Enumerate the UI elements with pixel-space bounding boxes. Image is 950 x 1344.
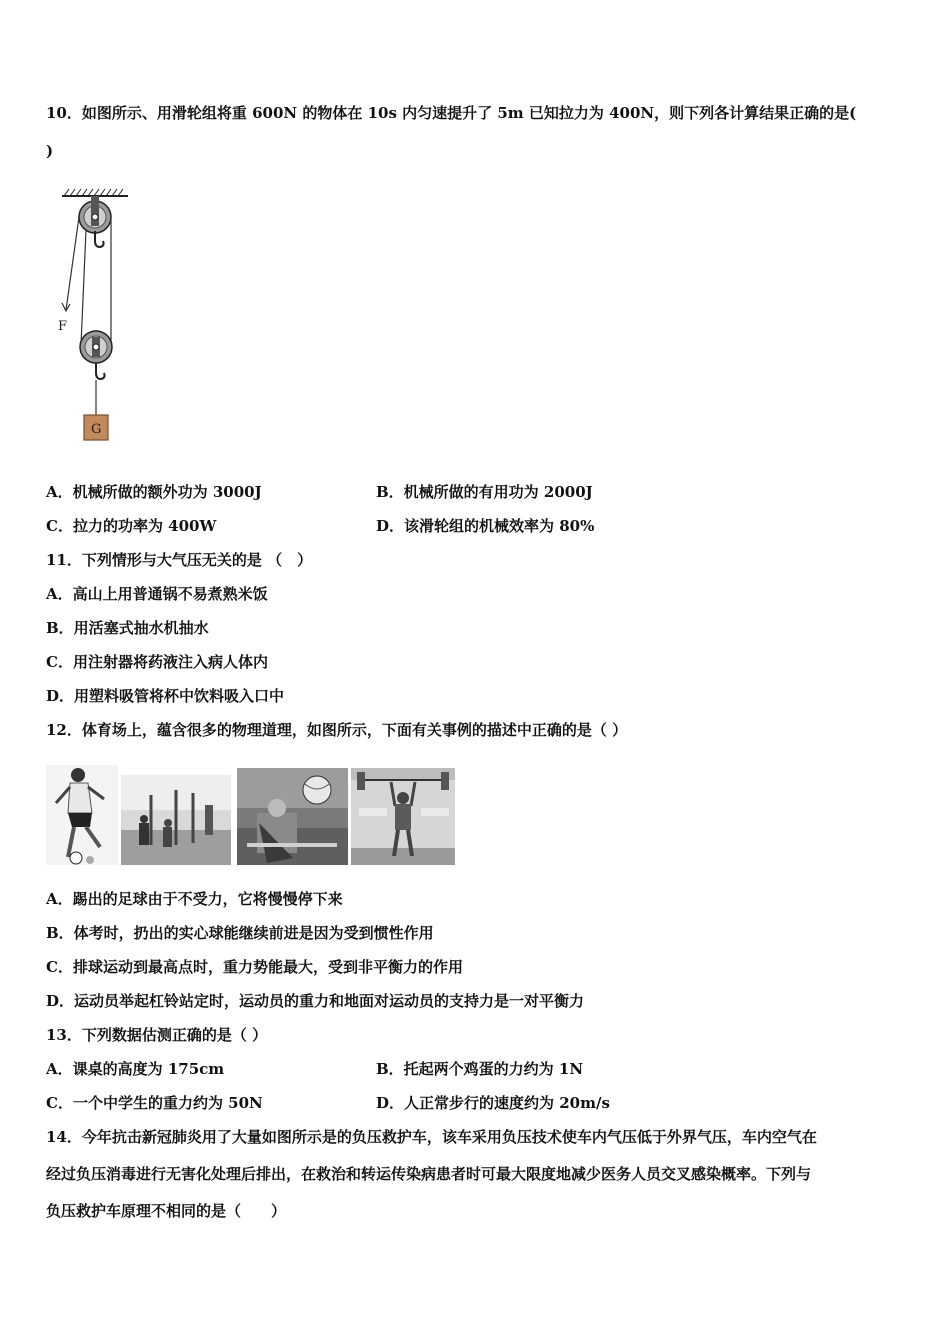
volleyball-photo [237, 768, 348, 865]
q11-option-c: C．用注射器将药液注入病人体内 [46, 653, 268, 671]
q12-option-b: B．体考时，扔出的实心球能继续前进是因为受到惯性作用 [46, 924, 434, 942]
q10-option-a: A．机械所做的额外功为 3000J [46, 483, 262, 501]
q14-stem-line1: 14．今年抗击新冠肺炎用了大量如图所示是的负压救护车，该车采用负压技术使车内气压低于外界气压，车内空气在 [46, 1128, 817, 1146]
q14-stem-line3: 负压救护车原理不相同的是（ ） [46, 1202, 287, 1220]
q12-option-a: A．踢出的足球由于不受力，它将慢慢停下来 [46, 890, 343, 908]
shot-put-photo [121, 775, 231, 865]
q11-option-a: A．高山上用普通锅不易煮熟米饭 [46, 585, 268, 603]
q10-stem-line1: 10．如图所示、用滑轮组将重 600N 的物体在 10s 内匀速提升了 5m 已知拉力为 400N，则下列各计算结果正确的是( [46, 104, 857, 122]
q13-option-b: B．托起两个鸡蛋的力约为 1N [376, 1060, 584, 1078]
pulley-system-figure [50, 185, 130, 450]
q12-stem: 12．体育场上，蕴含很多的物理道理，如图所示，下面有关事例的描述中正确的是（ ） [46, 721, 628, 739]
weight-label: G [91, 422, 102, 437]
q10-option-d: D．该滑轮组的机械效率为 80% [376, 517, 595, 535]
q13-stem: 13．下列数据估测正确的是（ ） [46, 1026, 268, 1044]
q12-option-d: D．运动员举起杠铃站定时，运动员的重力和地面对运动员的支持力是一对平衡力 [46, 992, 585, 1010]
q13-option-a: A．课桌的高度为 175cm [46, 1060, 225, 1078]
q11-stem: 11．下列情形与大气压无关的是 （ ） [46, 551, 313, 569]
soccer-kick-photo [46, 765, 118, 865]
q14-stem-line2: 经过负压消毒进行无害化处理后排出，在救治和转运传染病患者时可最大限度地减少医务人员交叉感染概率。下列与 [46, 1165, 812, 1183]
q10-stem-line2: ) [46, 142, 54, 160]
q10-option-c: C．拉力的功率为 400W [46, 517, 217, 535]
q13-option-c: C．一个中学生的重力约为 50N [46, 1094, 263, 1112]
q11-option-d: D．用塑料吸管将杯中饮料吸入口中 [46, 687, 285, 705]
force-label: F [58, 319, 68, 334]
q11-option-b: B．用活塞式抽水机抽水 [46, 619, 209, 637]
q12-option-c: C．排球运动到最高点时，重力势能最大，受到非平衡力的作用 [46, 958, 463, 976]
weightlifting-photo [351, 768, 455, 865]
q13-option-d: D．人正常步行的速度约为 20m/s [376, 1094, 610, 1112]
q10-option-b: B．机械所做的有用功为 2000J [376, 483, 593, 501]
